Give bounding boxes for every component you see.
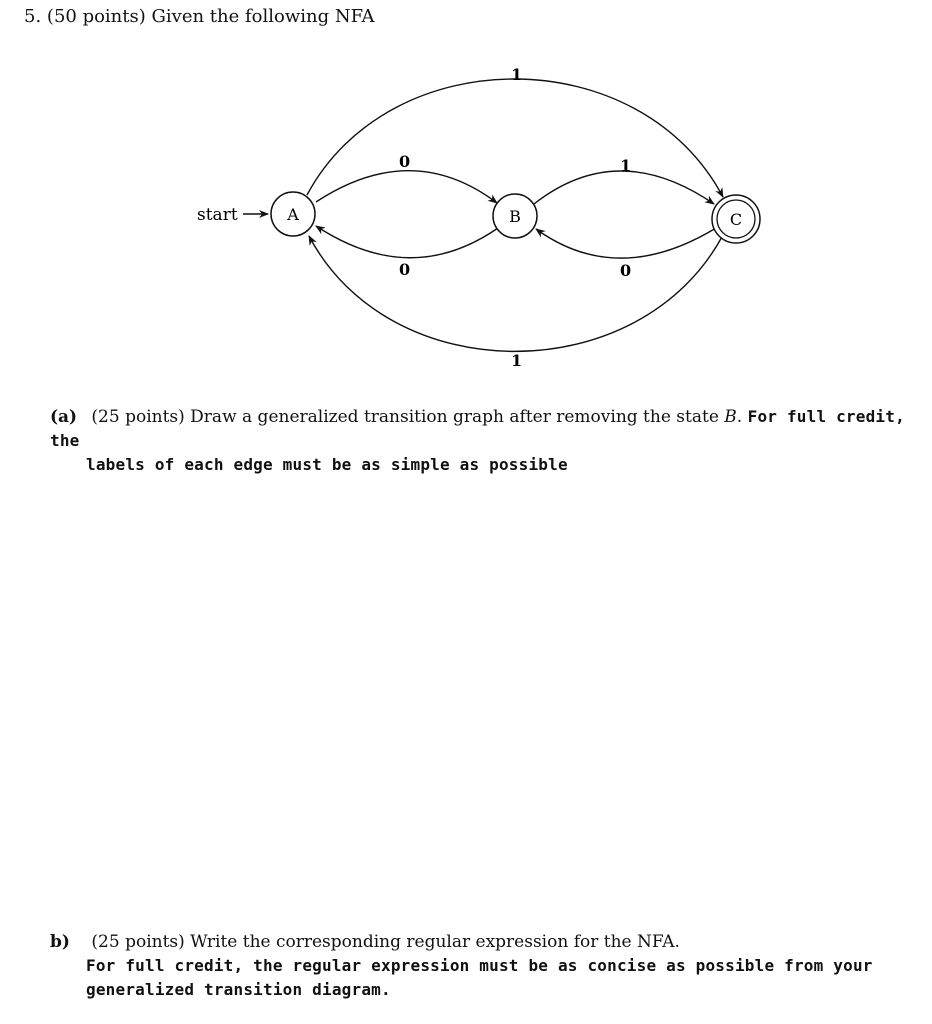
- state-a-label: A: [287, 205, 299, 224]
- part-a-period: .: [736, 407, 743, 427]
- part-b-points: (25 points): [91, 932, 185, 952]
- part-a-points: (25 points): [91, 407, 185, 427]
- label-b-to-c: 1: [620, 156, 632, 175]
- state-b-label: B: [509, 207, 521, 226]
- edge-b-to-c: [534, 171, 714, 204]
- part-a: [50, 405, 920, 477]
- nfa-diagram: [0, 0, 932, 400]
- question-prompt: Given the following NFA: [151, 6, 375, 27]
- answer-space-a[interactable]: [0, 470, 932, 920]
- question-points: (50 points): [46, 6, 146, 27]
- part-a-text: Draw a generalized transition graph after removing the state: [190, 407, 719, 427]
- label-c-to-a: 1: [511, 351, 523, 370]
- part-b: [50, 930, 920, 1002]
- edge-c-to-b: [536, 228, 716, 258]
- part-a-credit-1: For full credit, the: [50, 407, 905, 450]
- label-b-to-a: 0: [399, 260, 411, 279]
- label-a-to-c: 1: [511, 65, 523, 84]
- state-b: [493, 194, 537, 238]
- edge-a-to-b: [316, 171, 497, 203]
- part-a-state: B: [724, 407, 737, 427]
- state-a: [271, 192, 315, 236]
- start-label: start: [197, 205, 238, 225]
- edge-b-to-a: [316, 226, 498, 258]
- label-a-to-b: 0: [399, 152, 411, 171]
- question-number: 5.: [24, 6, 42, 27]
- state-c: [712, 195, 760, 243]
- part-b-text: Write the corresponding regular expression for the NFA.: [190, 932, 680, 952]
- part-b-marker: b): [50, 932, 70, 952]
- state-c-label: C: [729, 210, 743, 229]
- part-a-marker: (a): [50, 407, 78, 427]
- label-c-to-b: 0: [620, 261, 632, 280]
- part-b-credit: For full credit, the regular expression must be as concise as possible from your generalized transition diagram.: [86, 956, 873, 999]
- part-a-credit-2: labels of each edge must be as simple as possible: [86, 455, 568, 474]
- edge-a-to-c: [307, 79, 723, 197]
